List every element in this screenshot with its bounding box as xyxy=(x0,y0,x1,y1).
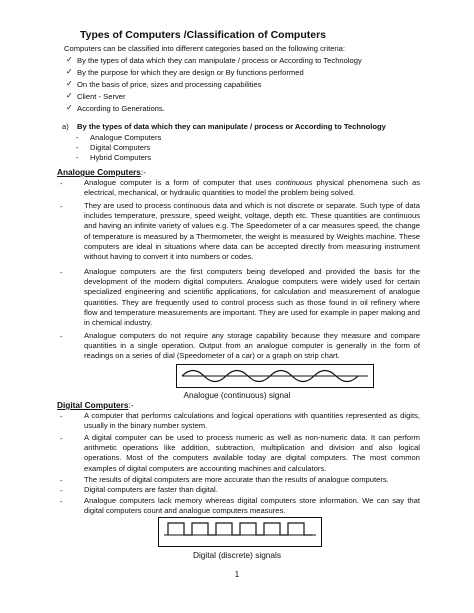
analogue-p1-before: Analogue computer is a form of computer that uses xyxy=(84,178,276,187)
list-item: Analogue Computers xyxy=(90,133,162,142)
check-icon: ✓ xyxy=(66,67,73,76)
digital-paragraph-3: The results of digital computers are more accurate than the results of analogue computers. xyxy=(84,475,389,484)
list-item: Hybrid Computers xyxy=(90,153,152,162)
digital-paragraph-1: A computer that performs calculations and logical operations with quantities represented as digits, usually in the binary number system. xyxy=(84,411,420,431)
criteria-item: On the basis of price, sizes and processing capabilities xyxy=(77,80,262,89)
analogue-paragraph-4: Analogue computers do not require any storage capability because they measure and compare quantities in a single operation. Output from an analogue computer is generally in the form of readings on a series of dial (Speedometer of a car) or a graph on strip chart. xyxy=(84,331,420,361)
analogue-p1-italic: continuous xyxy=(275,178,313,187)
analogue-paragraph-3: Analogue computers are the first computers being developed and provided the basis for the development of the modern digital computers. Analogue computers were widely used for certain specialized engineering and scientific applications, for calculation and measurement of analogue quantities. They are frequently used to control process such as those found in oil refinery where flow and temperature measurements are important. They are used for example in paper making and in chemical industry. xyxy=(84,267,420,328)
intro-text: Computers can be classified into different categories based on the following criteria: xyxy=(64,44,345,53)
digital-heading-suffix: :- xyxy=(128,400,134,410)
check-icon: ✓ xyxy=(66,79,73,88)
analogue-paragraph-2: They are used to process continuous data and which is not discrete or separate. Such type of data includes temperature, pressure, speed weight, voltage, depth etc. These quantities are continuous and having an infinite variety of values e.g. The Speedometer of a car measures speed, the change of temperature is measured by a Thermometer, the weight is measured by Weights machine. These computers are ideal in situations where data can be accepted directly from measuring instrument without having to convert it into numbers or codes. xyxy=(84,201,420,262)
criteria-item: According to Generations. xyxy=(77,104,165,113)
section-a-heading: By the types of data which they can manipulate / process or According to Technology xyxy=(77,122,386,131)
dash-bullet: - xyxy=(60,434,63,443)
dash-bullet: - xyxy=(60,486,63,495)
analogue-heading-suffix: :- xyxy=(140,167,146,177)
analogue-signal-figure xyxy=(176,364,374,388)
check-icon: ✓ xyxy=(66,55,73,64)
digital-figure-caption: Digital (discrete) signals xyxy=(192,550,282,560)
dash-bullet: - xyxy=(60,497,63,506)
dash-bullet: - xyxy=(76,143,79,152)
dash-bullet: - xyxy=(60,202,63,211)
square-wave xyxy=(168,523,312,535)
dash-bullet: - xyxy=(60,412,63,421)
dash-bullet: - xyxy=(60,476,63,485)
analogue-p1-after: physical phenomena such as electrical, mechanical, or hydraulic quantities to model the problem being solved. xyxy=(84,178,421,198)
digital-heading-text: Digital Computers xyxy=(57,400,129,410)
list-item: Digital Computers xyxy=(90,143,151,152)
page-title: Types of Computers /Classification of Computers xyxy=(80,29,327,41)
digital-paragraph-2: A digital computer can be used to process numeric as well as non-numeric data. It can perform arithmetic operations like addition, subtraction, multiplication and division and also logical operations. Most of the computers available today are digital computers. The most common examples of digital computers are accounting machines and calculators. xyxy=(84,433,420,473)
dash-bullet: - xyxy=(60,268,63,277)
digital-paragraph-4: Digital computers are faster than digital. xyxy=(84,485,218,494)
dash-bullet: - xyxy=(76,133,79,142)
section-a-marker: a) xyxy=(62,122,69,131)
analogue-heading xyxy=(57,167,146,177)
page-number: 1 xyxy=(234,570,240,579)
criteria-item: By the types of data which they can manipulate / process or According to Technology xyxy=(77,56,362,65)
criteria-item: Client - Server xyxy=(77,92,126,101)
analogue-heading-text: Analogue Computers xyxy=(57,167,141,177)
digital-paragraph-5: Analogue computers lack memory whereas digital computers store information. We can say that digital computers count and analogue computers measures. xyxy=(84,496,420,516)
digital-heading xyxy=(57,400,134,410)
check-icon: ✓ xyxy=(66,103,73,112)
dash-bullet: - xyxy=(60,332,63,341)
dash-bullet: - xyxy=(76,153,79,162)
analogue-paragraph-1 xyxy=(84,178,420,198)
analogue-figure-caption: Analogue (continuous) signal xyxy=(183,390,291,400)
dash-bullet: - xyxy=(60,179,63,188)
digital-signal-figure xyxy=(158,517,322,547)
criteria-item: By the purpose for which they are design or By functions performed xyxy=(77,68,304,77)
check-icon: ✓ xyxy=(66,91,73,100)
